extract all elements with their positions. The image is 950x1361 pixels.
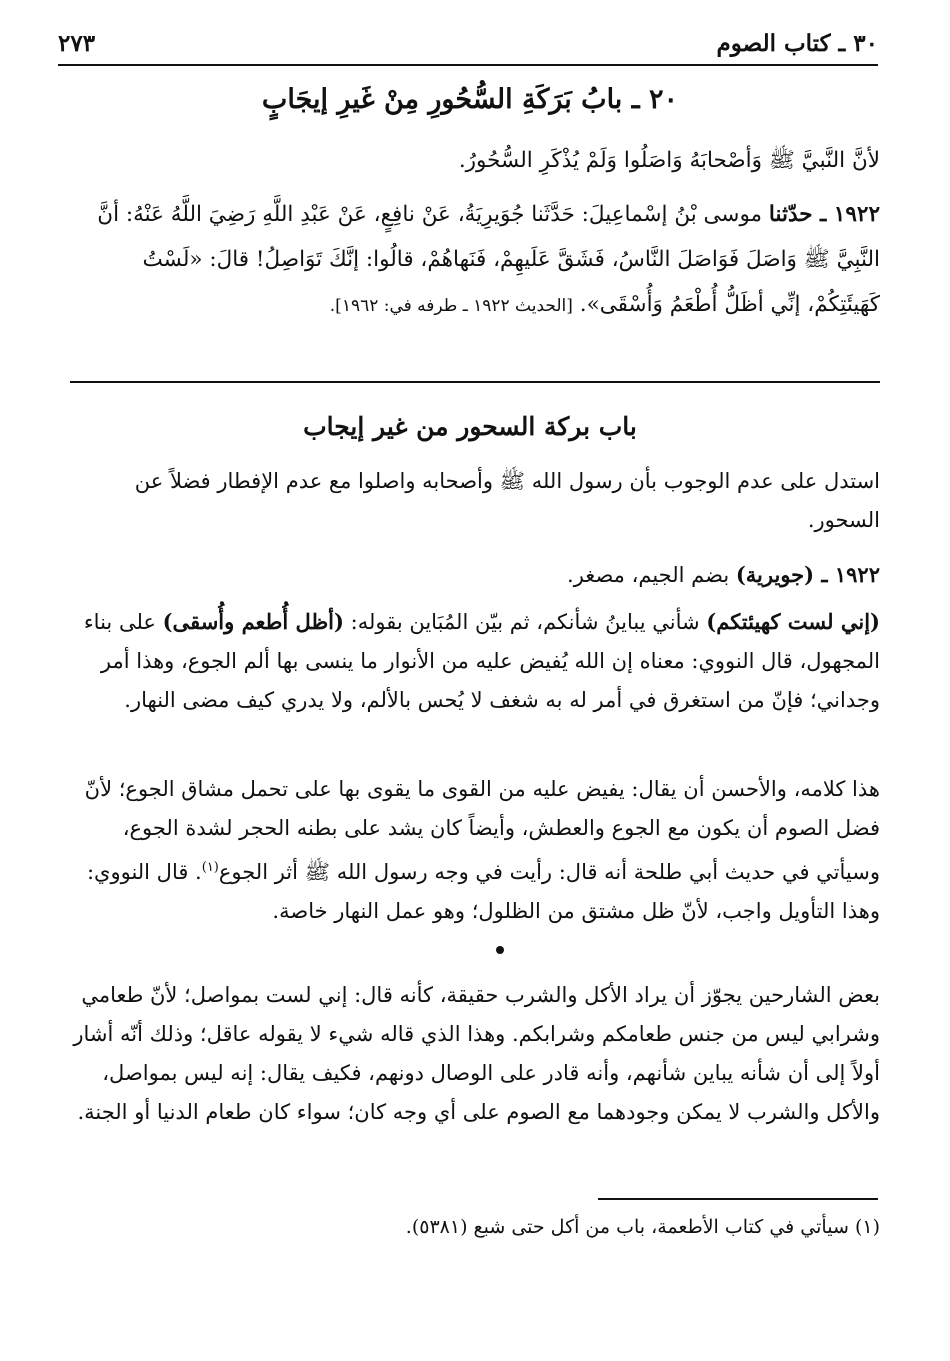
quoted-phrase-2: (أظل أُطعم وأُسقى) bbox=[162, 609, 344, 634]
explanation-1: شأني يباينُ شأنكم، ثم بيّن المُبَاين بقوله: bbox=[350, 610, 700, 634]
page-number: ٢٧٣ bbox=[58, 30, 96, 57]
chapter-title: ٢٠ ـ بابُ بَرَكَةِ السُّحُورِ مِنْ غَيرِ إيجَابٍ bbox=[261, 84, 679, 115]
hadith-body: موسى بْنُ إسْماعِيلَ: حَدَّثَنا جُوَيرِيَةُ، عَنْ نافِعٍ، عَنْ عَبْدِ اللَّهِ رَضِيَ اللَّهُ عَنْهُ: أنَّ النَّبِيَّ ﷺ وَاصَلَ فَوَاصَلَ النَّاسُ، فَشَقَّ عَلَيهِمْ، فَنَهاهُمْ، قالُوا: إنَّكَ تَوَاصِلُ! قالَ: «لَسْتُ كَهَيئَتِكُمْ، إنِّي أظَلُّ أُطْعَمُ وَأُسْقَى». bbox=[97, 202, 880, 317]
chapter-note: لأنَّ النَّبيَّ ﷺ وَأصْحابَهُ وَاصَلُوا وَلَمْ يُذْكَرِ السُّحُورُ. bbox=[458, 148, 880, 173]
paragraph-4-text-b: . قال النووي: وهذا التأويل واجب، لأنّ ظل مشتق من الظلول؛ وهو عمل النهار خاصة. bbox=[86, 860, 880, 923]
footnote-text: سيأتي في كتاب الأطعمة، باب من أكل حتى شبع (٥٣٨١). bbox=[405, 1216, 849, 1238]
paragraph-4-text-a: هذا كلامه، والأحسن أن يقال: يفيض عليه من القوى ما يقوى بها على تحمل مشاق الجوع؛ لأنّ فضل الصوم أن يكون مع الجوع والعطش، وأيضاً كان يشد على بطنه الحجر لشدة الجوع، وسيأتي في حديث أبي طلحة أنه قال: رأيت في وجه رسول الله ﷺ أثر الجوع bbox=[84, 777, 880, 884]
decorative-dot bbox=[496, 946, 504, 954]
footnote bbox=[68, 1212, 880, 1242]
footnote-divider bbox=[598, 1198, 878, 1200]
footnote-marker: (١) bbox=[854, 1216, 880, 1238]
hadith-reference: [الحديث ١٩٢٢ ـ طرفه في: ١٩٦٢]. bbox=[329, 296, 573, 316]
commentary-paragraph-4 bbox=[68, 770, 880, 931]
running-header bbox=[58, 16, 878, 66]
commentary-paragraph-5: بعض الشارحين يجوّز أن يراد الأكل والشرب حقيقة، كأنه قال: إني لست بمواصل؛ لأنّ طعامي وشرابي ليس من جنس طعامكم وشرابكم. وهذا الذي قاله شيء لا يقوله عاقل؛ وذلك أنّه أشار أولاً إلى أن شأنه يباين شأنهم، وأنه قادر على الوصال دونهم، فكيف يقال: إنه ليس بمواصل، والأكل والشرب لا يمكن وجودهما مع الصوم على أي وجه كان؛ سواء كان طعام الدنيا أو الجنة. bbox=[73, 983, 880, 1124]
quoted-phrase-1: (إني لست كهيئتكم) bbox=[706, 609, 880, 634]
hadith-number: ١٩٢٢ ـ حدّثنا bbox=[768, 202, 880, 227]
explanation-2: على بناء المجهول، قال النووي: معناه إن الله يُفيض عليه من الأنوار ما ينسى بها ألم الجوع، وهذا أمر وجداني؛ فإنّ من استغرق في أمر له به شغف لا يُحس بالألم، ولا يدري كيف مضى النهار. bbox=[83, 610, 880, 712]
term-juwairiya: ١٩٢٢ ـ (جويرية) bbox=[735, 562, 880, 587]
commentary-paragraph-3 bbox=[68, 602, 880, 720]
book-title: ٣٠ ـ كتاب الصوم bbox=[716, 30, 878, 57]
commentary-paragraph-2 bbox=[68, 555, 880, 595]
hadith-text bbox=[68, 192, 880, 329]
commentary-paragraph-1: استدل على عدم الوجوب بأن رسول الله ﷺ وأصحابه واصلوا مع عدم الإفطار فضلاً عن السحور. bbox=[134, 469, 880, 532]
footnote-reference[interactable]: (١) bbox=[201, 860, 219, 875]
term-explanation: بضم الجيم، مصغر. bbox=[567, 563, 730, 587]
section-divider bbox=[70, 381, 880, 383]
commentary-title: باب بركة السحور من غير إيجاب bbox=[303, 412, 637, 441]
